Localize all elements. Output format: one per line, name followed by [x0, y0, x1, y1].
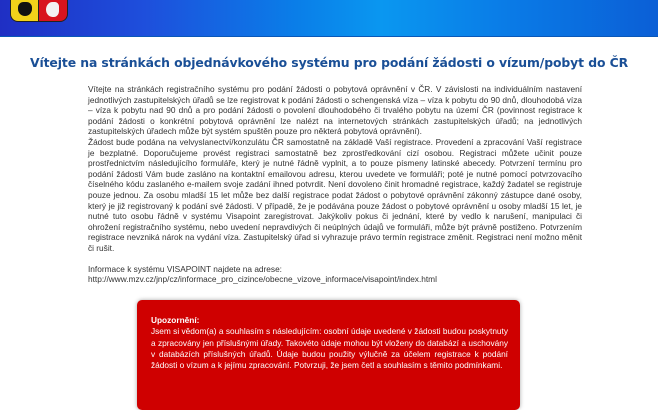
warning-text: Jsem si vědom(a) a souhlasím s následujícím: osobní údaje uvedené v žádosti budou poskytnuty a zpracovány jen příslušnými úřady. Takovéto údaje mohou být vloženy do databází a uschovány v databázích příslušných úřadů. Údaje budou použity výlučně za účelem registrace k podání žádosti o vízum a k jejímu zpracování. Potvrzuji, že jsem četl a souhlasím s těmito podmínkami.	[151, 326, 508, 371]
silesian-eagle-quarter	[10, 0, 39, 22]
page-title: Vítejte na stránkách objednávkového systému pro podání žádosti o vízum/pobyt do ČR	[29, 55, 629, 70]
page-header	[0, 0, 658, 37]
warning-title: Upozornění:	[151, 315, 200, 325]
intro-content	[88, 84, 582, 285]
czech-coat-of-arms-icon	[10, 0, 68, 22]
visapoint-info	[88, 264, 582, 285]
intro-paragraph-1: Vítejte na stránkách registračního systému pro podání žádosti o pobytová oprávnění v ČR. V závislosti na individuálním nastavení jednotlivých zastupitelských úřadů se lze registrovat k podání žádosti o schengenská víza – víza k pobytu do 90 dnů, dlouhodobá víza – víza k pobytu nad 90 dnů a pro podání žádosti o povolení dlouhodobého či trvalého pobytu na území ČR (povinnost registrace k podání žádosti o konkrétní pobytová oprávnění lze nalézt na internetových stránkách zastupitelských úřadů; na jednotlivých zastupitelských úřadech může být systém spuštěn pouze pro některá pobytová oprávnění).	[88, 84, 582, 137]
visapoint-info-label: Informace k systému VISAPOINT najdete na adrese:	[88, 263, 282, 274]
intro-paragraph-2: Žádost bude podána na velvyslanectví/konzulátu ČR samostatně na základě Vaší registrace. Provedení a zpracování Vaší registrace je bezplatné. Doporučujeme provést registraci samostatně bez zprostředkování cizí osobou. Registraci můžete učinit pouze prostřednictvím následujícího formuláře, který je nutné řádně vyplnit, a to pouze písmeny latinské abecedy. Potvrzení termínu pro podání žádosti Vám bude zasláno na kontaktní emailovou adresu, kterou uvedete ve formuláři; poté je nutné pomocí potvrzovacího číselného kódu zaslaného e-mailem svoje zadání ihned potvrdit. Není dovoleno činit hromadné registrace, každý žadatel se registruje pouze jednou. Za osobu mladší 15 let může bez další registrace podat žádost o pobytové oprávnění zákonný zástupce dané osoby, který je již registrovaný k podání své žádosti. V případě, že je podávána pouze žádost o pobytové oprávnění u osoby mladší 15 let, je nutné tuto osobu řádně v systému Visapoint zaregistrovat. Jakýkoliv pokus či jednání, které by vedlo k narušení, manipulaci či ohrožení registračního systému, nebo uvedení nepravdivých či neúplných údajů ve formuláři, může být právně postiženo. Potvrzením registrace nevzniká nárok na vydání víza. Zastupitelský úřad si vyhrazuje právo termín registrace změnit. Registraci není možno měnit či rušit.	[88, 136, 582, 253]
consent-warning-box	[137, 300, 520, 410]
bohemian-lion-quarter	[39, 0, 68, 22]
visapoint-info-url[interactable]: http://www.mzv.cz/jnp/cz/informace_pro_cizince/obecne_vizove_informace/visapoint/index.html	[88, 274, 437, 285]
